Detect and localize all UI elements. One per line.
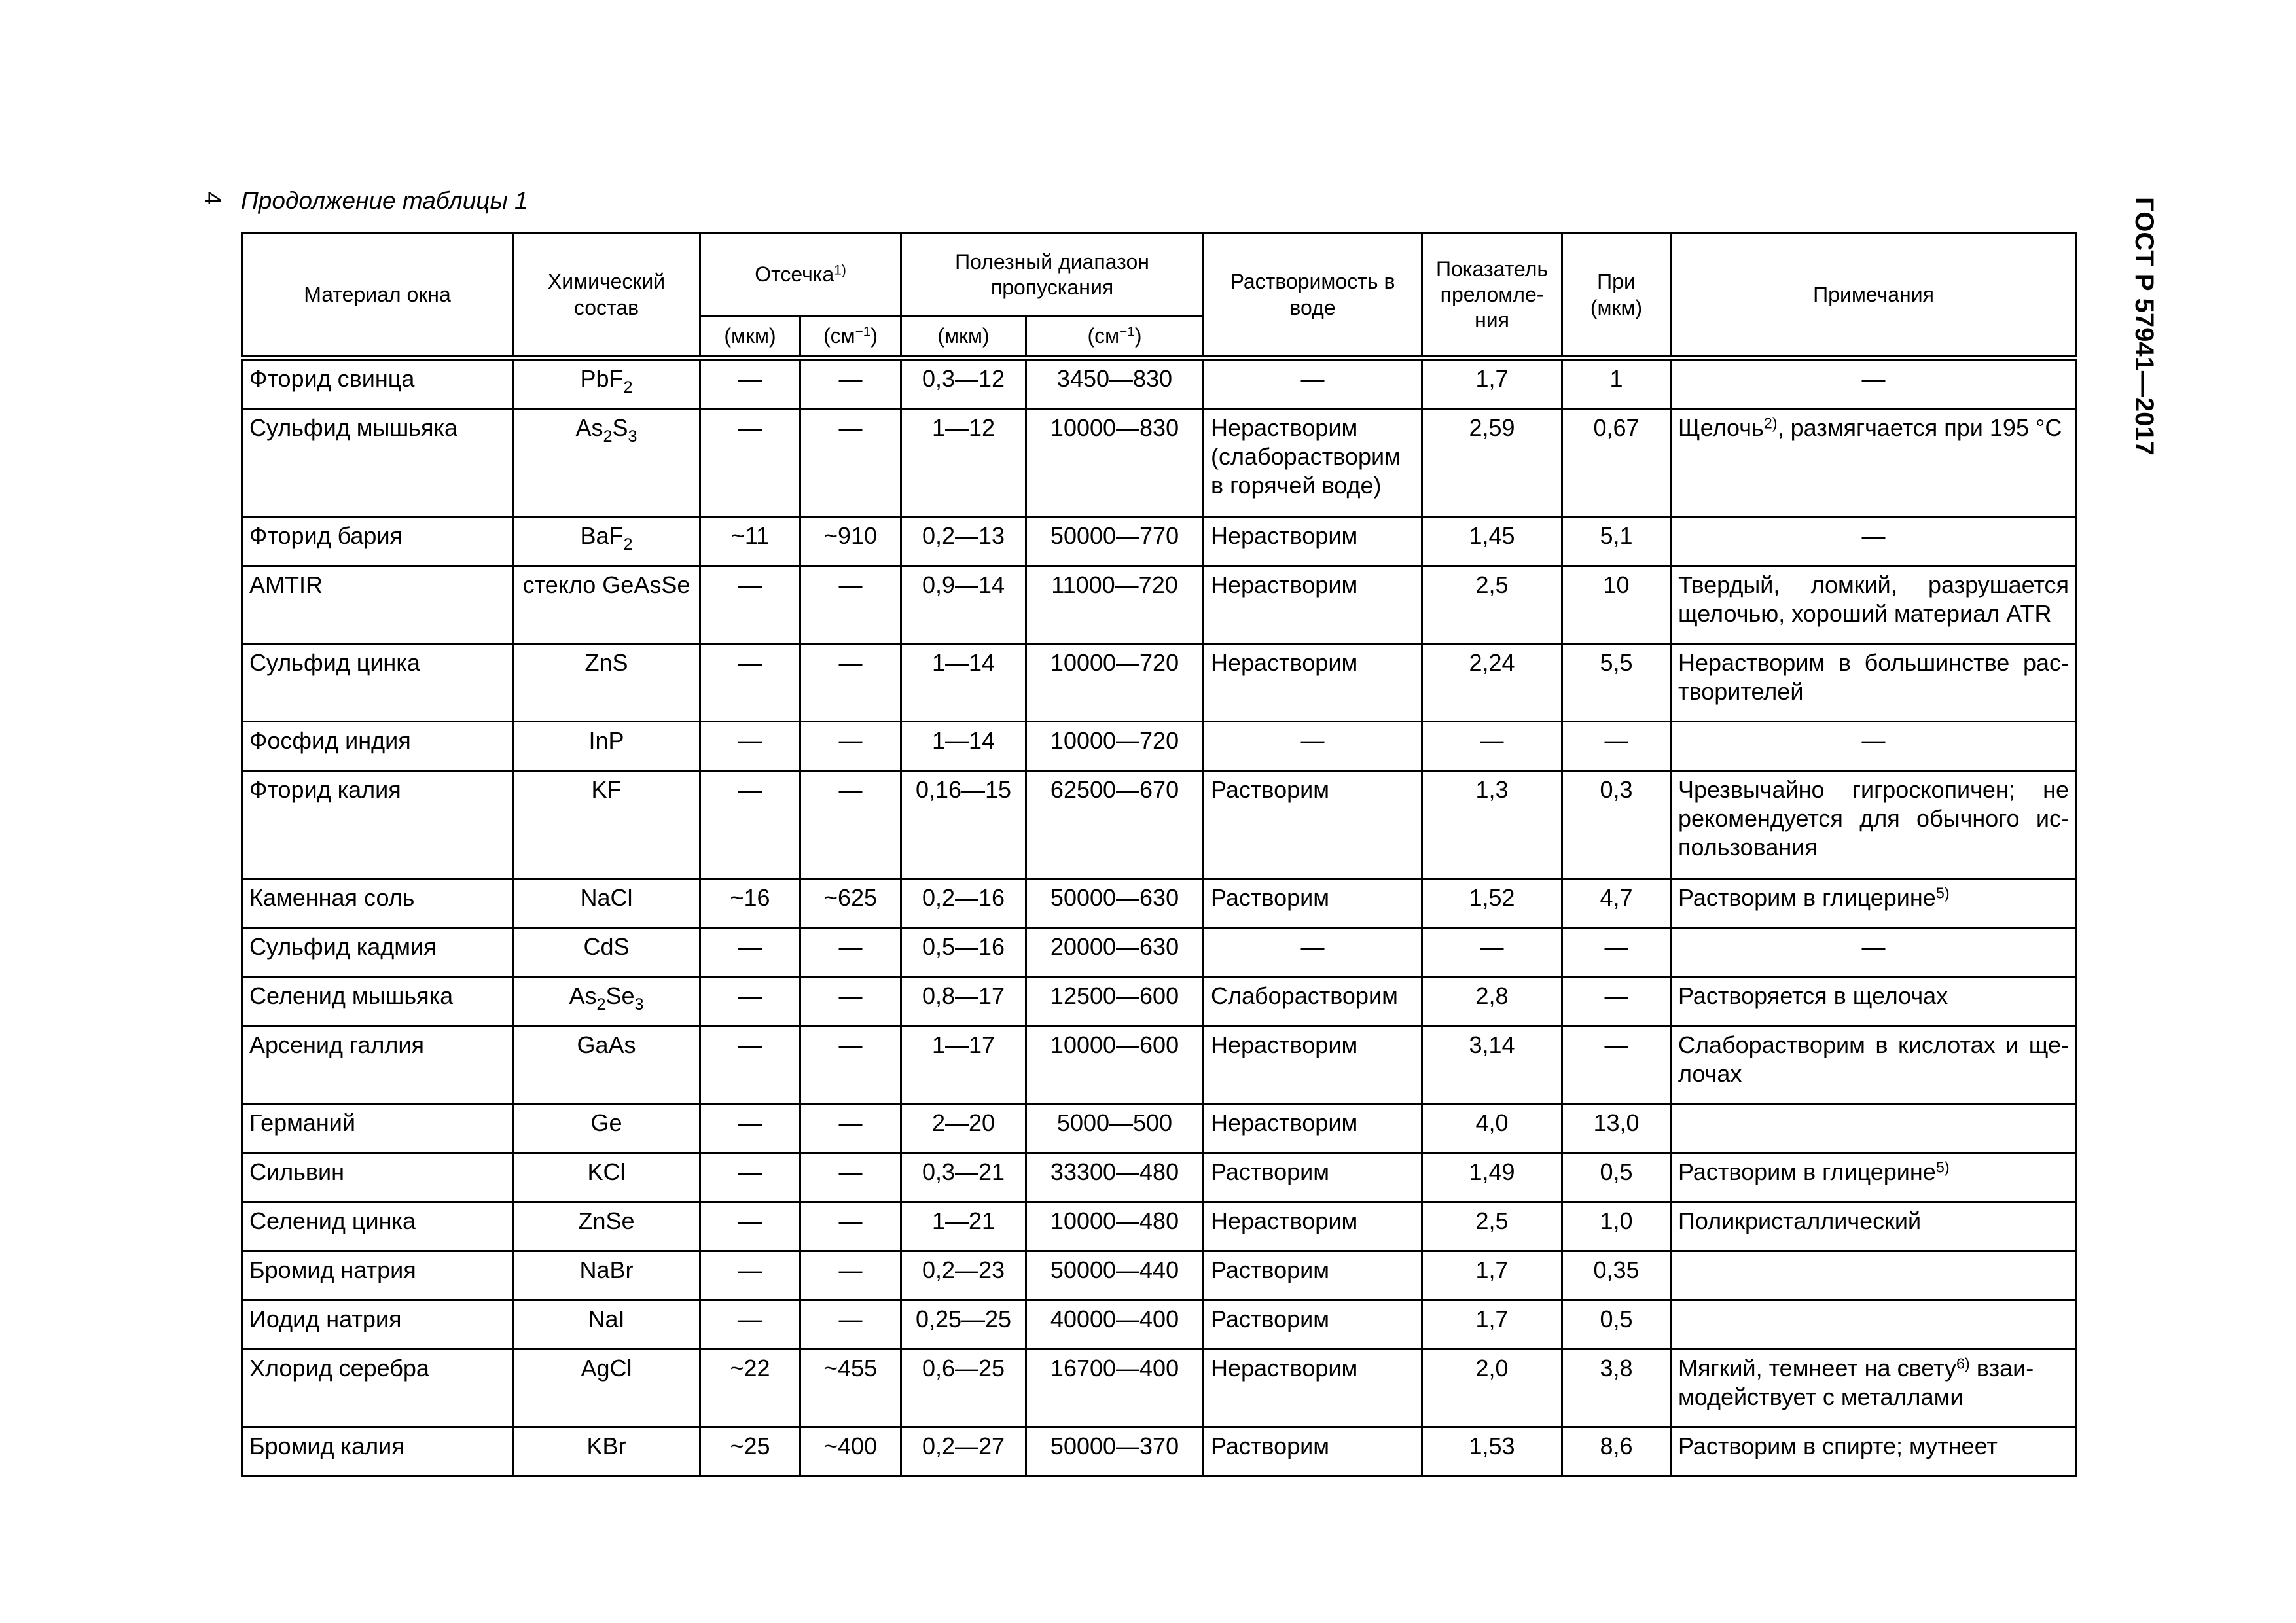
- note-text: Твердый, ломкий, разрушается щелочью, хороший материал ATR: [1678, 571, 2070, 627]
- header-range-cm: [1026, 317, 1204, 359]
- cell-solubility: Растворим: [1204, 1153, 1422, 1202]
- cell-notes: [1671, 517, 2077, 566]
- materials-table: [241, 232, 2077, 1477]
- cell-solubility: Нерастворим: [1204, 1202, 1422, 1251]
- formula-main: PbF: [580, 365, 624, 392]
- cell-material: Германий: [242, 1104, 513, 1153]
- cell-range-um: 1—17: [901, 1026, 1026, 1104]
- note-text: Растворим в глицерине: [1678, 1158, 1936, 1185]
- cell-range-um: 0,2—27: [901, 1427, 1026, 1476]
- header-at: При (мкм): [1562, 234, 1671, 359]
- cell-material: Сульфид кадмия: [242, 928, 513, 977]
- formula-main: AgCl: [581, 1355, 632, 1382]
- cell-range-cm: 20000—630: [1026, 928, 1204, 977]
- note-footnote: 5): [1935, 884, 1950, 902]
- cell-solubility: Растворим: [1204, 879, 1422, 928]
- unit-cm-exp: −1: [855, 325, 871, 340]
- cell-cutoff-cm: —: [800, 771, 901, 879]
- cell-at: 4,7: [1562, 879, 1671, 928]
- formula-sub: 2: [596, 995, 606, 1014]
- unit-cm-base: (см: [823, 324, 855, 348]
- cell-material: Каменная соль: [242, 879, 513, 928]
- cell-material: AMTIR: [242, 566, 513, 644]
- table-row: [242, 1349, 2077, 1427]
- cell-cutoff-cm: —: [800, 1251, 901, 1300]
- table-row: [242, 409, 2077, 517]
- cell-index: 1,7: [1422, 358, 1562, 409]
- unit-cm-base: (см: [1087, 324, 1120, 348]
- cell-solubility: Слаборастворим: [1204, 977, 1422, 1026]
- cell-at: 1,0: [1562, 1202, 1671, 1251]
- table-row: [242, 1427, 2077, 1476]
- cell-at: 1: [1562, 358, 1671, 409]
- cell-solubility: Нерастворим: [1204, 644, 1422, 722]
- cell-range-um: 0,2—16: [901, 879, 1026, 928]
- cell-range-cm: 16700—400: [1026, 1349, 1204, 1427]
- formula-tail: Se: [605, 982, 635, 1009]
- cell-solubility: Растворим: [1204, 1427, 1422, 1476]
- cell-range-cm: 10000—830: [1026, 409, 1204, 517]
- cell-composition: [513, 879, 700, 928]
- cell-cutoff-um: —: [700, 722, 800, 771]
- cell-index: 1,45: [1422, 517, 1562, 566]
- cell-solubility: Растворим: [1204, 771, 1422, 879]
- cell-range-cm: 50000—770: [1026, 517, 1204, 566]
- table-row: [242, 358, 2077, 409]
- table-row: [242, 977, 2077, 1026]
- table-row: [242, 1300, 2077, 1349]
- cell-at: 3,8: [1562, 1349, 1671, 1427]
- cell-range-cm: 10000—480: [1026, 1202, 1204, 1251]
- cell-material: Арсенид галлия: [242, 1026, 513, 1104]
- note-tail: взаи-модействует с металлами: [1678, 1355, 2034, 1410]
- table-row: [242, 1104, 2077, 1153]
- cell-composition: [513, 1026, 700, 1104]
- cell-cutoff-cm: —: [800, 566, 901, 644]
- cell-range-cm: 40000—400: [1026, 1300, 1204, 1349]
- table-row: [242, 771, 2077, 879]
- cell-at: 0,3: [1562, 771, 1671, 879]
- cell-notes: [1671, 358, 2077, 409]
- header-cutoff-label: Отсечка: [755, 262, 834, 287]
- cell-index: 3,14: [1422, 1026, 1562, 1104]
- cell-composition: [513, 722, 700, 771]
- cell-at: —: [1562, 722, 1671, 771]
- cell-composition: [513, 928, 700, 977]
- cell-cutoff-um: —: [700, 1104, 800, 1153]
- header-material: Материал окна: [242, 234, 513, 359]
- header-solubility: Растворимость в воде: [1204, 234, 1422, 359]
- formula-main: BaF: [580, 522, 624, 549]
- cell-composition: [513, 409, 700, 517]
- cell-notes: [1671, 977, 2077, 1026]
- cell-cutoff-um: —: [700, 977, 800, 1026]
- cell-material: Бромид калия: [242, 1427, 513, 1476]
- cell-at: 8,6: [1562, 1427, 1671, 1476]
- table-row: [242, 928, 2077, 977]
- cell-range-um: 0,2—23: [901, 1251, 1026, 1300]
- note-text: Мягкий, темнеет на свету: [1678, 1355, 1957, 1382]
- cell-cutoff-cm: —: [800, 1104, 901, 1153]
- cell-index: 1,7: [1422, 1251, 1562, 1300]
- formula-main: Ge: [590, 1109, 622, 1136]
- formula-main: ZnSe: [578, 1207, 635, 1234]
- cell-cutoff-cm: —: [800, 1202, 901, 1251]
- cell-index: 4,0: [1422, 1104, 1562, 1153]
- formula-sub: 2: [623, 378, 633, 397]
- cell-cutoff-um: —: [700, 1153, 800, 1202]
- cell-cutoff-cm: ~455: [800, 1349, 901, 1427]
- note-footnote: 6): [1956, 1355, 1970, 1372]
- formula-main: NaCl: [580, 884, 633, 911]
- cell-cutoff-cm: —: [800, 722, 901, 771]
- cell-notes: [1671, 1349, 2077, 1427]
- cell-at: —: [1562, 1026, 1671, 1104]
- cell-material: Сульфид мышьяка: [242, 409, 513, 517]
- cell-index: 2,5: [1422, 566, 1562, 644]
- formula-main: InP: [588, 727, 624, 754]
- cell-at: 13,0: [1562, 1104, 1671, 1153]
- cell-solubility: Растворим: [1204, 1300, 1422, 1349]
- cell-range-cm: 50000—440: [1026, 1251, 1204, 1300]
- cell-range-um: 0,3—12: [901, 358, 1026, 409]
- formula-main: NaBr: [579, 1257, 634, 1283]
- header-composition: Химический состав: [513, 234, 700, 359]
- cell-at: 5,5: [1562, 644, 1671, 722]
- cell-notes: [1671, 771, 2077, 879]
- cell-index: 1,7: [1422, 1300, 1562, 1349]
- cell-range-cm: 50000—370: [1026, 1427, 1204, 1476]
- cell-notes: [1671, 1427, 2077, 1476]
- cell-range-um: 1—21: [901, 1202, 1026, 1251]
- cell-range-um: 0,9—14: [901, 566, 1026, 644]
- table-row: [242, 722, 2077, 771]
- cell-composition: [513, 644, 700, 722]
- note-text: Растворим в глицерине: [1678, 884, 1936, 911]
- cell-notes: [1671, 1300, 2077, 1349]
- note-text: Щелочь: [1678, 414, 1764, 441]
- unit-cm-close: ): [870, 324, 878, 348]
- cell-range-um: 0,3—21: [901, 1153, 1026, 1202]
- cell-index: 1,3: [1422, 771, 1562, 879]
- cell-material: Фторид свинца: [242, 358, 513, 409]
- table-row: [242, 517, 2077, 566]
- cell-notes: [1671, 644, 2077, 722]
- unit-cm-close: ): [1134, 324, 1142, 348]
- cell-cutoff-cm: —: [800, 1300, 901, 1349]
- cell-cutoff-cm: ~910: [800, 517, 901, 566]
- cell-range-um: 1—14: [901, 722, 1026, 771]
- formula-tail: S: [612, 414, 628, 441]
- standard-designation: [2124, 194, 2163, 469]
- formula-main: GaAs: [577, 1031, 636, 1058]
- cell-solubility: Нерастворим: [1204, 566, 1422, 644]
- cell-range-cm: 62500—670: [1026, 771, 1204, 879]
- cell-cutoff-um: ~11: [700, 517, 800, 566]
- cell-cutoff-cm: —: [800, 358, 901, 409]
- table-row: [242, 1202, 2077, 1251]
- cell-material: Селенид мышьяка: [242, 977, 513, 1026]
- cell-index: —: [1422, 928, 1562, 977]
- cell-cutoff-cm: —: [800, 928, 901, 977]
- table-row: [242, 879, 2077, 928]
- cell-range-um: 2—20: [901, 1104, 1026, 1153]
- note-text: Слаборастворим в кислотах и ще-лочах: [1678, 1031, 2070, 1087]
- cell-material: Фторид бария: [242, 517, 513, 566]
- cell-cutoff-cm: —: [800, 409, 901, 517]
- cell-at: 5,1: [1562, 517, 1671, 566]
- cell-range-cm: 10000—720: [1026, 722, 1204, 771]
- cell-range-cm: 3450—830: [1026, 358, 1204, 409]
- cell-at: 0,5: [1562, 1153, 1671, 1202]
- cell-index: 2,8: [1422, 977, 1562, 1026]
- cell-composition: [513, 1349, 700, 1427]
- cell-range-um: 0,6—25: [901, 1349, 1026, 1427]
- cell-range-cm: 12500—600: [1026, 977, 1204, 1026]
- formula-sub: 2: [603, 427, 613, 446]
- formula-main: As: [569, 982, 597, 1009]
- cell-range-um: 0,2—13: [901, 517, 1026, 566]
- cell-cutoff-um: —: [700, 409, 800, 517]
- header-notes: Примечания: [1671, 234, 2077, 359]
- cell-range-um: 0,5—16: [901, 928, 1026, 977]
- cell-material: Сильвин: [242, 1153, 513, 1202]
- cell-range-um: 1—12: [901, 409, 1026, 517]
- cell-cutoff-cm: ~625: [800, 879, 901, 928]
- cell-cutoff-um: —: [700, 1300, 800, 1349]
- cell-solubility: Нерастворим (слаборастворим в горячей воде): [1204, 409, 1422, 517]
- cell-solubility: Нерастворим: [1204, 517, 1422, 566]
- cell-cutoff-cm: —: [800, 644, 901, 722]
- cell-index: 1,52: [1422, 879, 1562, 928]
- cell-range-cm: 10000—720: [1026, 644, 1204, 722]
- cell-index: 1,49: [1422, 1153, 1562, 1202]
- note-text: Растворим в спирте; мутнеет: [1678, 1433, 1998, 1459]
- cell-at: 0,5: [1562, 1300, 1671, 1349]
- formula-main: As: [575, 414, 603, 441]
- cell-notes: [1671, 1026, 2077, 1104]
- standard-label: ГОСТ Р 57941—2017: [2129, 197, 2159, 455]
- cell-range-um: 0,25—25: [901, 1300, 1026, 1349]
- cell-solubility: —: [1204, 928, 1422, 977]
- cell-composition: [513, 517, 700, 566]
- note-text: Поликристаллический: [1678, 1207, 1922, 1234]
- formula-main: KCl: [587, 1158, 626, 1185]
- note-text: —: [1861, 727, 1886, 754]
- formula-sub: 2: [623, 535, 633, 554]
- table-row: [242, 1251, 2077, 1300]
- table-row: [242, 1153, 2077, 1202]
- page-number: 4: [200, 191, 226, 205]
- cell-composition: [513, 977, 700, 1026]
- cell-notes: [1671, 409, 2077, 517]
- cell-notes: [1671, 879, 2077, 928]
- cell-notes: [1671, 1104, 2077, 1153]
- cell-cutoff-um: —: [700, 771, 800, 879]
- note-tail: , размягчается при 195 °С: [1777, 414, 2062, 441]
- header-index: Показатель преломле-ния: [1422, 234, 1562, 359]
- cell-composition: [513, 1427, 700, 1476]
- cell-index: 2,5: [1422, 1202, 1562, 1251]
- header-cutoff-cm: [800, 317, 901, 359]
- cell-solubility: Нерастворим: [1204, 1104, 1422, 1153]
- cell-cutoff-um: ~16: [700, 879, 800, 928]
- cell-range-cm: 11000—720: [1026, 566, 1204, 644]
- formula-main: CdS: [583, 933, 630, 960]
- cell-index: 2,24: [1422, 644, 1562, 722]
- cell-cutoff-um: —: [700, 928, 800, 977]
- cell-material: Бромид натрия: [242, 1251, 513, 1300]
- cell-at: 10: [1562, 566, 1671, 644]
- cell-at: —: [1562, 928, 1671, 977]
- cell-material: Хлорид серебра: [242, 1349, 513, 1427]
- cell-notes: [1671, 1202, 2077, 1251]
- cell-range-um: 1—14: [901, 644, 1026, 722]
- cell-index: 2,0: [1422, 1349, 1562, 1427]
- cell-index: 1,53: [1422, 1427, 1562, 1476]
- header-range-um: (мкм): [901, 317, 1026, 359]
- cell-index: —: [1422, 722, 1562, 771]
- cell-cutoff-cm: —: [800, 1153, 901, 1202]
- cell-solubility: Нерастворим: [1204, 1026, 1422, 1104]
- cell-material: Фосфид индия: [242, 722, 513, 771]
- cell-cutoff-um: —: [700, 358, 800, 409]
- table-row: [242, 644, 2077, 722]
- cell-composition: [513, 1300, 700, 1349]
- cell-solubility: —: [1204, 358, 1422, 409]
- note-text: —: [1861, 365, 1886, 392]
- cell-range-cm: 10000—600: [1026, 1026, 1204, 1104]
- table-row: [242, 566, 2077, 644]
- cell-composition: [513, 1153, 700, 1202]
- cell-notes: [1671, 1251, 2077, 1300]
- unit-cm-exp: −1: [1119, 325, 1135, 340]
- cell-range-cm: 50000—630: [1026, 879, 1204, 928]
- cell-solubility: Растворим: [1204, 1251, 1422, 1300]
- cell-notes: [1671, 1153, 2077, 1202]
- header-cutoff: [700, 234, 901, 317]
- header-range: Полезный диапазон пропускания: [901, 234, 1204, 317]
- cell-range-cm: 33300—480: [1026, 1153, 1204, 1202]
- cell-notes: [1671, 566, 2077, 644]
- cell-cutoff-cm: —: [800, 977, 901, 1026]
- cell-range-um: 0,8—17: [901, 977, 1026, 1026]
- cell-cutoff-um: ~22: [700, 1349, 800, 1427]
- formula-main: ZnS: [584, 649, 628, 676]
- cell-index: 2,59: [1422, 409, 1562, 517]
- note-text: —: [1861, 933, 1886, 960]
- cell-composition: [513, 358, 700, 409]
- cell-range-cm: 5000—500: [1026, 1104, 1204, 1153]
- cell-solubility: Нерастворим: [1204, 1349, 1422, 1427]
- cell-material: Фторид калия: [242, 771, 513, 879]
- cell-composition: [513, 771, 700, 879]
- cell-at: 0,35: [1562, 1251, 1671, 1300]
- cell-at: 0,67: [1562, 409, 1671, 517]
- table-caption: Продолжение таблицы 1: [241, 187, 528, 214]
- note-footnote: 5): [1935, 1158, 1950, 1176]
- header-cutoff-footnote: 1): [834, 263, 846, 279]
- cell-composition: [513, 1251, 700, 1300]
- cell-cutoff-cm: ~400: [800, 1427, 901, 1476]
- formula-main: KBr: [586, 1433, 626, 1459]
- formula-sub: 3: [634, 995, 644, 1014]
- cell-solubility: —: [1204, 722, 1422, 771]
- cell-notes: [1671, 722, 2077, 771]
- formula-main: NaI: [588, 1306, 625, 1332]
- cell-composition: [513, 566, 700, 644]
- formula-main: стекло GeAsSe: [522, 571, 691, 598]
- cell-range-um: 0,16—15: [901, 771, 1026, 879]
- note-text: Нерастворим в большинстве рас-творителей: [1678, 649, 2070, 705]
- cell-material: Селенид цинка: [242, 1202, 513, 1251]
- cell-cutoff-um: —: [700, 1026, 800, 1104]
- cell-cutoff-um: —: [700, 644, 800, 722]
- formula-main: KF: [591, 776, 622, 803]
- cell-material: Сульфид цинка: [242, 644, 513, 722]
- table-row: [242, 1026, 2077, 1104]
- note-text: Чрезвычайно гигроскопичен; не рекомендуется для обычного ис-пользования: [1678, 776, 2070, 861]
- cell-cutoff-um: —: [700, 1202, 800, 1251]
- cell-composition: [513, 1202, 700, 1251]
- note-text: Растворяется в щелочах: [1678, 982, 1948, 1009]
- cell-notes: [1671, 928, 2077, 977]
- cell-composition: [513, 1104, 700, 1153]
- formula-sub: 3: [628, 427, 637, 446]
- note-text: —: [1861, 522, 1886, 549]
- cell-at: —: [1562, 977, 1671, 1026]
- note-footnote: 2): [1763, 414, 1778, 432]
- table-header: [242, 234, 2077, 359]
- table-body: [242, 358, 2077, 1476]
- cell-cutoff-um: —: [700, 1251, 800, 1300]
- cell-cutoff-um: —: [700, 566, 800, 644]
- cell-material: Иодид натрия: [242, 1300, 513, 1349]
- header-cutoff-um: (мкм): [700, 317, 800, 359]
- cell-cutoff-um: ~25: [700, 1427, 800, 1476]
- cell-cutoff-cm: —: [800, 1026, 901, 1104]
